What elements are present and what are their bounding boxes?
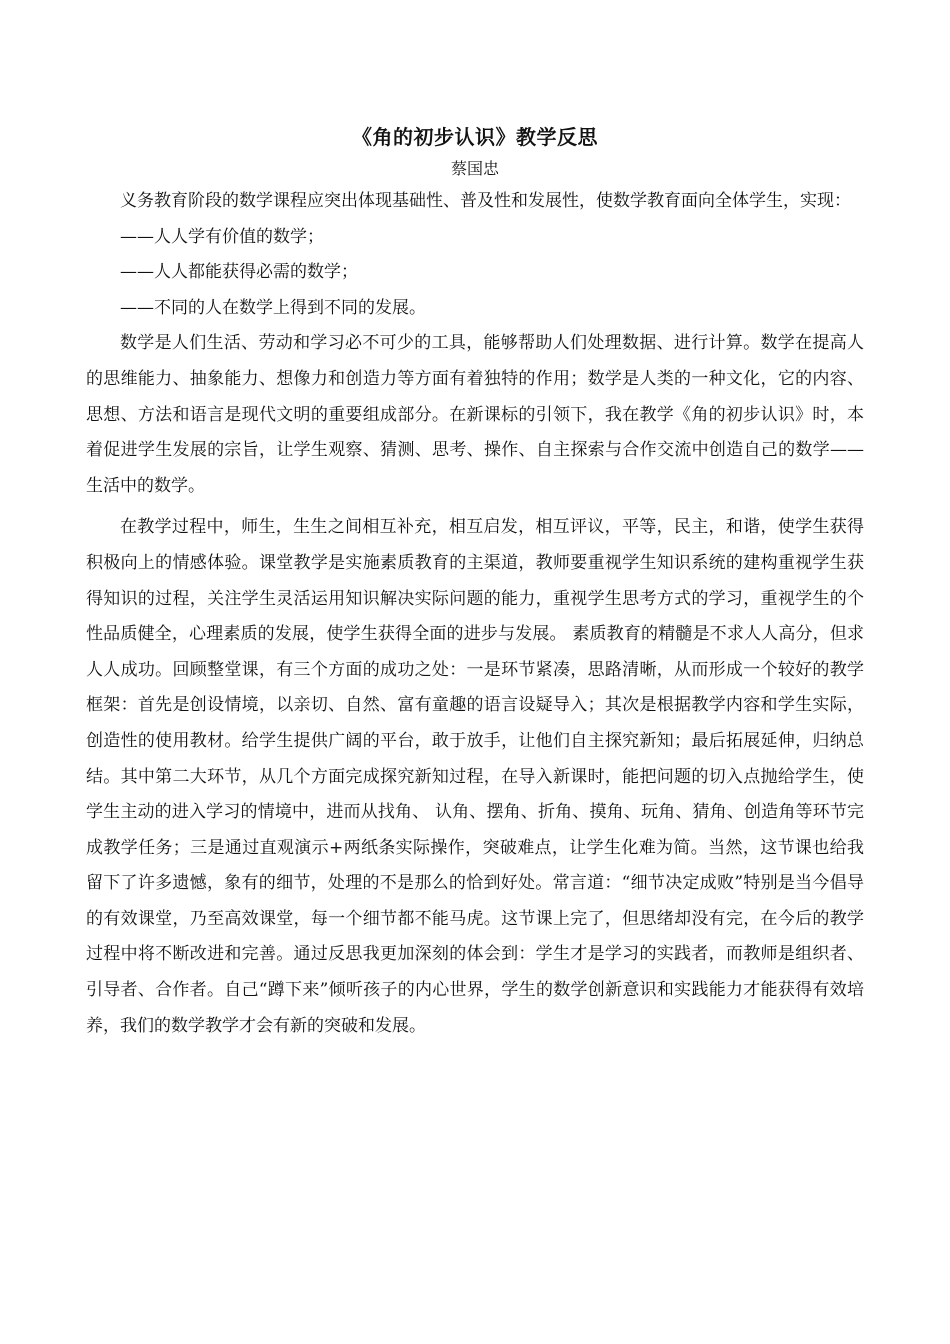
intro-paragraph: 义务教育阶段的数学课程应突出体现基础性、普及性和发展性，使数学教育面向全体学生，实现： bbox=[120, 191, 851, 211]
body-paragraph-1: 数学是人们生活、劳动和学习必不可少的工具，能够帮助人们处理数据、进行计算。数学在提高人的思维能力、抽象能力、想像力和创造力等方面有着独特的作用；数学是人类的一种文化，它的内容、思想、方法和语言是现代文明的重要组成部分。在新课标的引领下，我在教学《角的初步认识》时，本着促进学生发展的宗旨，让学生观察、猜测、思考、操作、自主探索与合作交流中创造自己的数学——生活中的数学。 bbox=[86, 333, 864, 496]
body-paragraph-2: 在教学过程中，师生，生生之间相互补充，相互启发，相互评议，平等，民主，和谐，使学生获得积极向上的情感体验。课堂教学是实施素质教育的主渠道，教师要重视学生知识系统的建构重视学生获得知识的过程，关注学生灵活运用知识解决实际问题的能力，重视学生思考方式的学习，重视学生的个性品质健全，心理素质的发展，使学生获得全面的进步与发展。 素质教育的精髓是不求人人高分，但求人人成功。回顾整堂课，有三个方面的成功之处：一是环节紧凑，思路清晰，从而形成一个较好的教学框架：首先是创设情境，以亲切、自然、富有童趣的语言设疑导入；其次是根据教学内容和学生实际，创造性的使用教材。给学生提供广阔的平台，敢于放手，让他们自主探究新知；最后拓展延伸，归纳总结。其中第二大环节，从几个方面完成探究新知过程，在导入新课时，能把问题的切入点抛给学生，使学生主动的进入学习的情境中，进而从找角、 认角、摆角、折角、摸角、玩角、猜角、创造角等环节完成教学任务；三是通过直观演示+两纸条实际操作，突破难点，让学生化难为简。当然，这节课也给我留下了许多遗憾，象有的细节，处理的不是那么的恰到好处。常言道：“细节决定成败”特别是当今倡导的有效课堂，乃至高效课堂，每一个细节都不能马虎。这节课上完了，但思绪却没有完，在今后的教学过程中将不断改进和完善。通过反思我更加深刻的体会到：学生才是学习的实践者，而教师是组织者、引导者、合作者。自己“蹲下来”倾听孩子的内心世界，学生的数学创新意识和实践能力才能获得有效培养，我们的数学教学才会有新的突破和发展。 bbox=[86, 517, 864, 1036]
document-page bbox=[86, 120, 864, 1044]
goal-line-3: ——不同的人在数学上得到不同的发展。 bbox=[120, 297, 426, 318]
goal-line-2: ——人人都能获得必需的数学； bbox=[120, 262, 358, 283]
document-author: 蔡国忠 bbox=[450, 159, 499, 178]
document-title: 《角的初步认识》教学反思 bbox=[352, 125, 598, 149]
goal-line-1: ——人人学有价值的数学； bbox=[120, 226, 324, 247]
